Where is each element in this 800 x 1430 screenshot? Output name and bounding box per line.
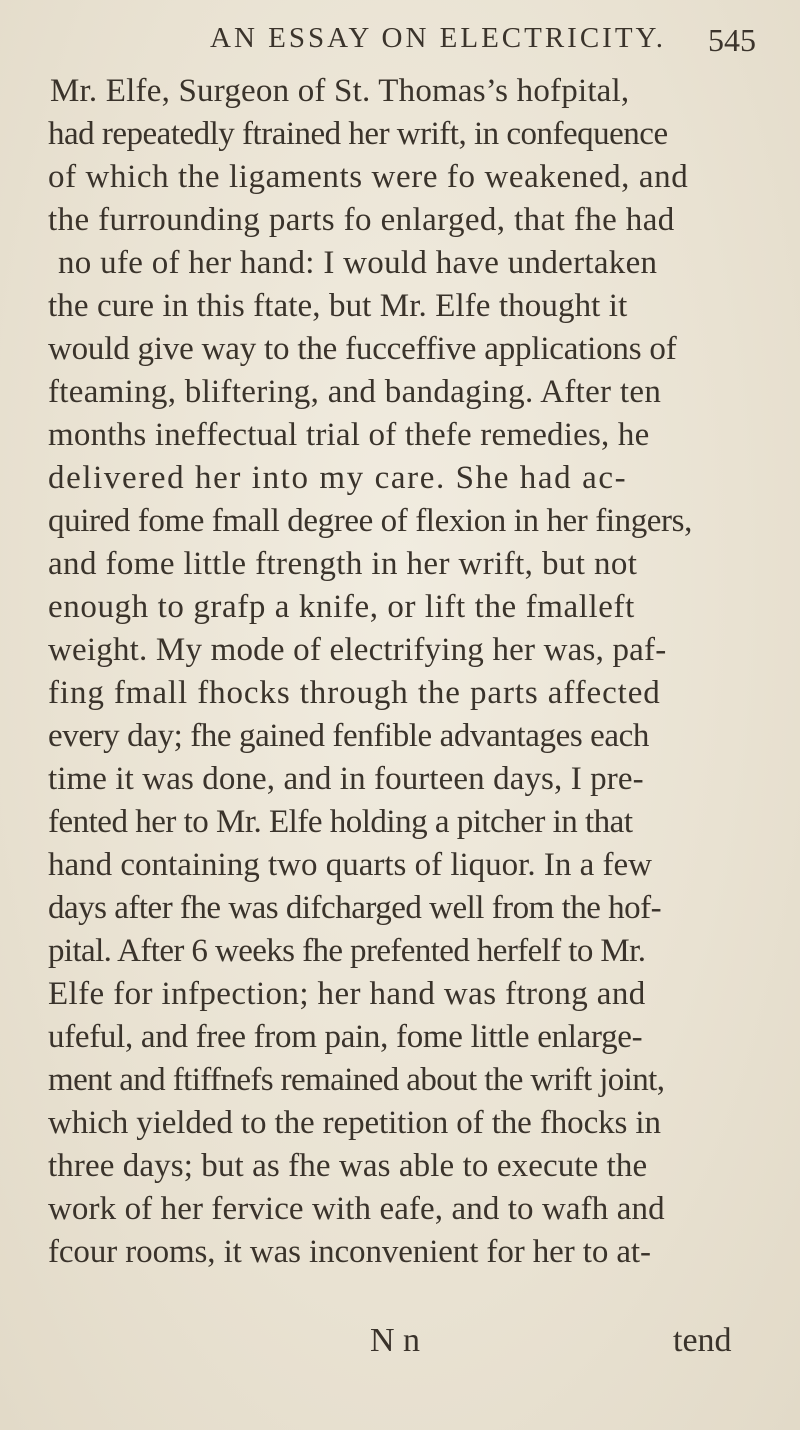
- text-line: the cure in this ftate, but Mr. Elfe thought it: [48, 288, 628, 324]
- text-line: every day; fhe gained fenfible advantages each: [48, 718, 649, 754]
- text-line: hand containing two quarts of liquor. In a few: [48, 847, 652, 883]
- text-line: three days; but as fhe was able to execute the: [48, 1148, 648, 1184]
- text-line: the furrounding parts fo enlarged, that fhe had: [48, 202, 675, 238]
- text-line: ufeful, and free from pain, fome little enlarge-: [48, 1019, 643, 1055]
- page-number: 545: [708, 22, 756, 58]
- text-line: quired fome fmall degree of flexion in her fingers,: [48, 503, 692, 539]
- text-line: would give way to the fucceffive applications of: [48, 331, 677, 367]
- text-line: fing fmall fhocks through the parts affected: [48, 675, 661, 711]
- text-line: months ineffectual trial of thefe remedies, he: [48, 417, 650, 453]
- text-line: weight. My mode of electrifying her was, paf-: [48, 632, 667, 668]
- text-line: fcour rooms, it was inconvenient for her to at-: [48, 1234, 651, 1270]
- text-line: Elfe for infpection; her hand was ftrong and: [48, 976, 646, 1012]
- text-line: fteaming, bliftering, and bandaging. After ten: [48, 374, 662, 410]
- running-head: [210, 22, 770, 68]
- text-line: time it was done, and in fourteen days, I pre-: [48, 761, 644, 797]
- catchline: [0, 1322, 800, 1372]
- text-line: delivered her into my care. She had ac-: [48, 460, 628, 496]
- text-line: of which the ligaments were fo weakened, and: [48, 159, 689, 195]
- signature-mark: N n: [370, 1322, 421, 1359]
- text-line: Mr. Elfe, Surgeon of St. Thomas’s hofpital,: [50, 73, 630, 109]
- text-line: enough to grafp a knife, or lift the fmalleft: [48, 589, 635, 625]
- text-line: pital. After 6 weeks fhe prefented herfelf to Mr.: [48, 933, 646, 969]
- catchword: tend: [673, 1322, 732, 1359]
- text-line: ment and ftiffnefs remained about the wrift joint,: [48, 1062, 665, 1098]
- text-line: and fome little ftrength in her wrift, but not: [48, 546, 638, 582]
- text-line: which yielded to the repetition of the fhocks in: [48, 1105, 661, 1141]
- text-line: had repeatedly ftrained her wrift, in confequence: [48, 116, 668, 152]
- text-line: work of her fervice with eafe, and to wafh and: [48, 1191, 665, 1227]
- text-line: no ufe of her hand: I would have undertaken: [58, 245, 658, 281]
- text-line: fented her to Mr. Elfe holding a pitcher in that: [48, 804, 633, 840]
- text-line: days after fhe was difcharged well from the hof-: [48, 890, 662, 926]
- running-title: AN ESSAY ON ELECTRICITY.: [210, 22, 667, 54]
